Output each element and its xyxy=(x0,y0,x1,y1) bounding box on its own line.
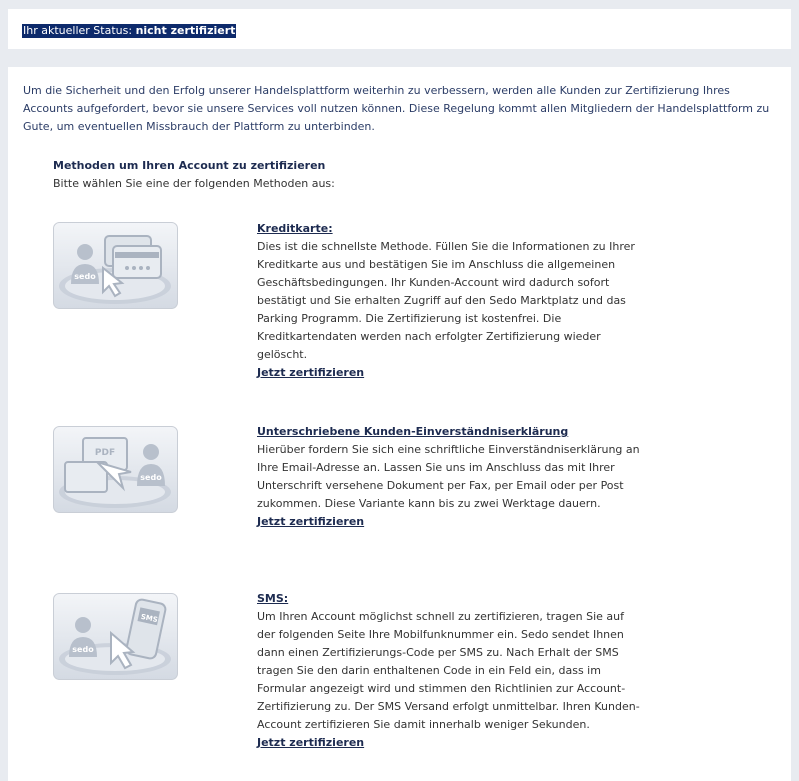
certify-signed-declaration-link[interactable]: Jetzt zertifizieren xyxy=(257,515,365,528)
icon-pdf-text: PDF xyxy=(94,448,116,458)
status-label: Ihr aktueller Status: xyxy=(23,24,133,37)
certify-sms-link[interactable]: Jetzt zertifizieren xyxy=(257,736,365,749)
method-credit-card xyxy=(257,220,642,382)
icon-sedo-text: sedo xyxy=(72,645,94,654)
status-indicator xyxy=(22,24,236,38)
icon-sedo-text: sedo xyxy=(140,473,162,482)
method-sms xyxy=(257,590,642,752)
icon-sedo-text: sedo xyxy=(74,272,96,281)
status-value: nicht zertifiziert xyxy=(135,24,236,37)
method-description-sms: Um Ihren Account möglichst schnell zu zertifizieren, tragen Sie auf der folgenden Seite Ihre Mobilfunknummer ein. Sedo sendet Ihnen dann einen Zertifizierungs-Code per SMS zu. Nach Erhalt der SMS tragen Sie den darin enthaltenen Code in ein Feld ein, dass im Formular angezeigt wird und stimmen den Richtlinien zur Account-Zertifizierung zu. Der SMS Versand erfolgt unmittelbar. Ihren Kunden-Account zertifizieren Sie damit innerhalb weniger Sekunden. xyxy=(257,610,640,731)
methods-subtitle: Bitte wählen Sie eine der folgenden Methoden aus: xyxy=(53,177,335,190)
method-title-signed-declaration: Unterschriebene Kunden-Einverständniserklärung xyxy=(257,425,569,438)
method-description-signed-declaration: Hierüber fordern Sie sich eine schriftliche Einverständniserklärung an Ihre Email-Adresse an. Lassen Sie uns im Anschluss das mit Ihrer Unterschrift versehene Dokument per Fax, per Email oder per Post zukommen. Diese Variante kann bis zu zwei Werktage dauern. xyxy=(257,443,640,510)
method-signed-declaration xyxy=(257,423,642,531)
credit-card-icon xyxy=(53,222,178,309)
method-description-credit-card: Dies ist die schnellste Methode. Füllen Sie die Informationen zu Ihrer Kreditkarte aus und bestätigen Sie im Anschluss die allgemeinen Geschäftsbedingungen. Ihr Kunden-Account wird dadurch sofort bestätigt und Sie erhalten Zugriff auf den Sedo Marktplatz und das Parking Programm. Die Zertifizierung ist kostenfrei. Die Kreditkartendaten werden nach erfolgter Zertifizierung wieder gelöscht. xyxy=(257,240,635,361)
mobile-phone-icon xyxy=(53,593,178,680)
certify-credit-card-link[interactable]: Jetzt zertifizieren xyxy=(257,366,365,379)
methods-title: Methoden um Ihren Account zu zertifizieren xyxy=(53,159,326,172)
method-title-credit-card: Kreditkarte: xyxy=(257,222,333,235)
icon-sms-text: SMS xyxy=(140,612,159,625)
intro-text: Um die Sicherheit und den Erfolg unserer Handelsplattform weiterhin zu verbessern, werden alle Kunden zur Zertifizierung Ihres Accounts aufgefordert, bevor sie unsere Services voll nutzen können. Diese Regelung kommt allen Mitgliedern der Handelsplattform zu Gute, um eventuellen Missbrauch der Plattform zu unterbinden. xyxy=(23,84,770,133)
pdf-document-icon xyxy=(53,426,178,513)
method-title-sms: SMS: xyxy=(257,592,289,605)
